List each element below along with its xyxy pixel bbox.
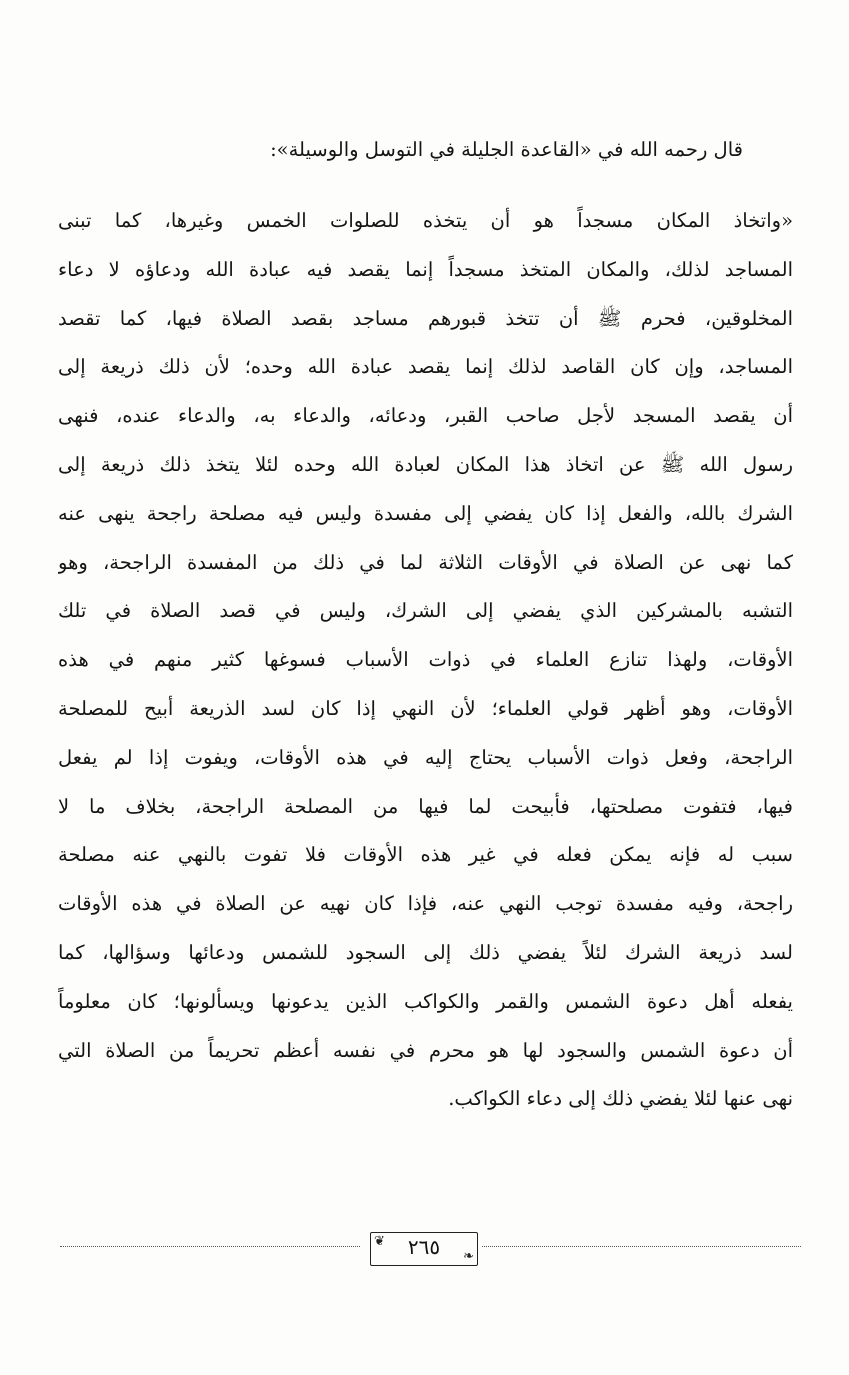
floral-ornament-icon: ❧ [463,1249,474,1264]
text-line-1: «واتخاذ المكان مسجداً هو أن يتخذه للصلوات الخمس وغيرها، كما تبنى [58,209,793,232]
text-line-15: راجحة، وفيه مفسدة توجب النهي عنه، فإذا كان نهيه عن الصلاة في هذه الأوقات [58,892,793,916]
dotted-rule-left [60,1246,360,1247]
page-number: ٢٦٥ [407,1235,441,1259]
text-line-11: الأوقات، وهو أظهر قولي العلماء؛ لأن النهي إذا كان لسد الذريعة أبيح للمصلحة [58,696,793,720]
main-text [58,125,793,1124]
text-line-19: نهى عنها لئلا يفضي ذلك إلى دعاء الكواكب. [448,1087,793,1111]
text-line-9: التشبه بالمشركين الذي يفضي إلى الشرك، وليس في قصد الصلاة في تلك [58,599,793,623]
text-line-13: فيها، فتفوت مصلحتها، فأبيحت لما فيها من المصلحة الراجحة، بخلاف ما لا [58,794,793,818]
text-line-2: المساجد لذلك، والمكان المتخذ مسجداً إنما يقصد فيه عبادة الله ودعاؤه لا دعاء [58,257,793,281]
text-line-4: المساجد، وإن كان القاصد لذلك إنما يقصد عبادة الله وحده؛ لأن ذلك ذريعة إلى [58,355,793,379]
page-number-frame [370,1232,478,1266]
floral-ornament-icon: ❦ [374,1234,385,1249]
text-line-18: أن دعوة الشمس والسجود لها هو محرم في نفسه أعظم تحريماً من الصلاة التي [58,1038,793,1062]
text-line-3: المخلوقين، فحرم ﷺ أن تتخذ قبورهم مساجد بقصد الصلاة فيها، كما تقصد [58,306,793,330]
text-line-10: الأوقات، ولهذا تنازع العلماء في ذوات الأسباب فسوغها كثير منهم في هذه [58,648,793,672]
text-line-5: أن يقصد المسجد لأجل صاحب القبر، ودعائه، والدعاء به، والدعاء عنده، فنهى [58,404,793,428]
text-line-12: الراجحة، وفعل ذوات الأسباب يحتاج إليه في هذه الأوقات، ويفوت إذا لم يفعل [58,745,793,769]
text-line-17: يفعله أهل دعوة الشمس والقمر والكواكب الذين يدعونها ويسألونها؛ كان معلوماً [58,989,793,1013]
text-line-16: لسد ذريعة الشرك لئلاً يفضي ذلك إلى السجود للشمس ودعائها وسؤالها، كما [58,940,793,964]
text-line-7: الشرك بالله، والفعل إذا كان يفضي إلى مفسدة وليس فيه مصلحة راجحة ينهى عنه [58,501,793,525]
dotted-rule-right [482,1246,801,1247]
text-line-14: سبب له فإنه يمكن فعله في غير هذه الأوقات فلا تفوت بالنهي عنه مصلحة [58,843,793,867]
page-footer [60,1228,801,1272]
text-line-8: كما نهى عن الصلاة في الأوقات الثلاثة لما في ذلك من المفسدة الراجحة، وهو [58,550,793,574]
intro-line: قال رحمه الله في «القاعدة الجليلة في التوسل والوسيلة»: [270,138,743,161]
text-line-6: رسول الله ﷺ عن اتخاذ هذا المكان لعبادة الله وحده لئلا يتخذ ذلك ذريعة إلى [58,452,793,476]
